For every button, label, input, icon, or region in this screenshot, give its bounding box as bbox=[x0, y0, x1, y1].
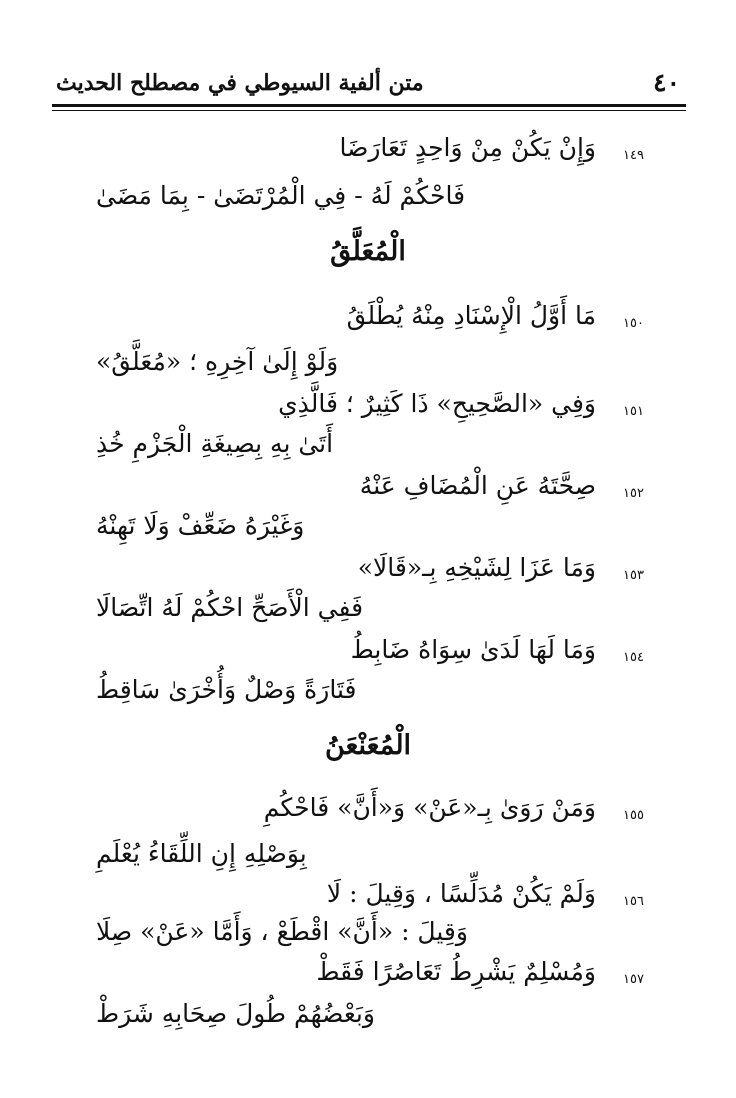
verse-row bbox=[0, 788, 736, 840]
verse-number: ١٥٥ bbox=[623, 808, 644, 823]
verse-row bbox=[0, 670, 736, 722]
verse-first-hemistich: وَمَنْ رَوَىٰ بِـ«عَنْ» وَ«أَنَّ» فَاحْكُمِ bbox=[263, 793, 596, 822]
header-rule-thick bbox=[52, 104, 686, 107]
page-header bbox=[56, 68, 680, 102]
verse-number: ١٤٩ bbox=[623, 148, 644, 163]
header-rule-thin bbox=[52, 110, 686, 111]
verse-first-hemistich: وَإِنْ يَكُنْ مِنْ وَاحِدٍ تَعَارَضَا bbox=[339, 133, 596, 162]
page-number: ٤٠ bbox=[653, 68, 680, 97]
verse-number: ١٥٢ bbox=[623, 486, 644, 501]
verse-first-hemistich: صِحَّتَهُ عَنِ الْمُضَافِ عَنْهُ bbox=[359, 471, 596, 500]
section-heading-muanan: الْمُعَنْعَنُ bbox=[324, 730, 412, 761]
verse-second-hemistich: وَقِيلَ : «أَنَّ» اقْطَعْ ، وَأَمَّا «عَنْ» صِلَا bbox=[96, 917, 468, 946]
verse-number: ١٥١ bbox=[623, 404, 644, 419]
verse-number: ١٥٣ bbox=[623, 568, 644, 583]
verse-row bbox=[0, 296, 736, 348]
verse-number: ١٥٤ bbox=[623, 650, 644, 665]
verse-first-hemistich: وَمَا لَهَا لَدَىٰ سِوَاهُ ضَابِطُ bbox=[350, 635, 596, 664]
verse-row bbox=[0, 128, 736, 180]
verse-second-hemistich: بِوَصْلِهِ إِنِ اللِّقَاءُ يُعْلَمِ bbox=[96, 839, 307, 868]
verse-number: ١٥٧ bbox=[623, 972, 644, 987]
verse-first-hemistich: وَمَا عَزَا لِشَيْخِهِ بِـ«قَالَا» bbox=[357, 553, 596, 582]
verse-second-hemistich: وَبَعْضُهُمْ طُولَ صِحَابِهِ شَرَطْ bbox=[96, 999, 375, 1028]
section-heading-muallaq: الْمُعَلَّقُ bbox=[330, 236, 406, 267]
verse-first-hemistich: وَفِي «الصَّحِيحِ» ذَا كَثِيرٌ ؛ فَالَّذِي bbox=[278, 389, 596, 418]
verse-first-hemistich: وَلَمْ يَكُنْ مُدَلِّسًا ، وَقِيلَ : لَا bbox=[326, 879, 596, 908]
running-title: متن ألفية السيوطي في مصطلح الحديث bbox=[56, 70, 424, 96]
verse-second-hemistich: فَاحْكُمْ لَهُ - فِي الْمُرْتَضَىٰ - بِمَا مَضَىٰ bbox=[96, 181, 466, 210]
verse-second-hemistich: فَفِي الْأَصَحِّ احْكُمْ لَهُ اتِّصَالَا bbox=[96, 593, 364, 622]
verse-row bbox=[0, 176, 736, 228]
verse-second-hemistich: فَتَارَةً وَصْلٌ وَأُخْرَىٰ سَاقِطُ bbox=[96, 675, 357, 704]
verse-number: ١٥٦ bbox=[623, 894, 644, 909]
verse-second-hemistich: وَغَيْرَهُ ضَعِّفْ وَلَا تَهِنْهُ bbox=[96, 511, 305, 540]
verse-second-hemistich: وَلَوْ إِلَىٰ آخِرِهِ ؛ «مُعَلَّقُ» bbox=[96, 347, 339, 376]
verse-second-hemistich: أَتَىٰ بِهِ بِصِيغَةِ الْجَزْمِ خُذِ bbox=[96, 429, 334, 458]
verse-number: ١٥٠ bbox=[623, 316, 644, 331]
verse-row bbox=[0, 994, 736, 1046]
verse-first-hemistich: مَا أَوَّلُ الْإِسْنَادِ مِنْهُ يُطْلَقُ bbox=[346, 301, 596, 330]
verse-first-hemistich: وَمُسْلِمٌ يَشْرِطُ تَعَاصُرًا فَقَطْ bbox=[316, 957, 596, 986]
